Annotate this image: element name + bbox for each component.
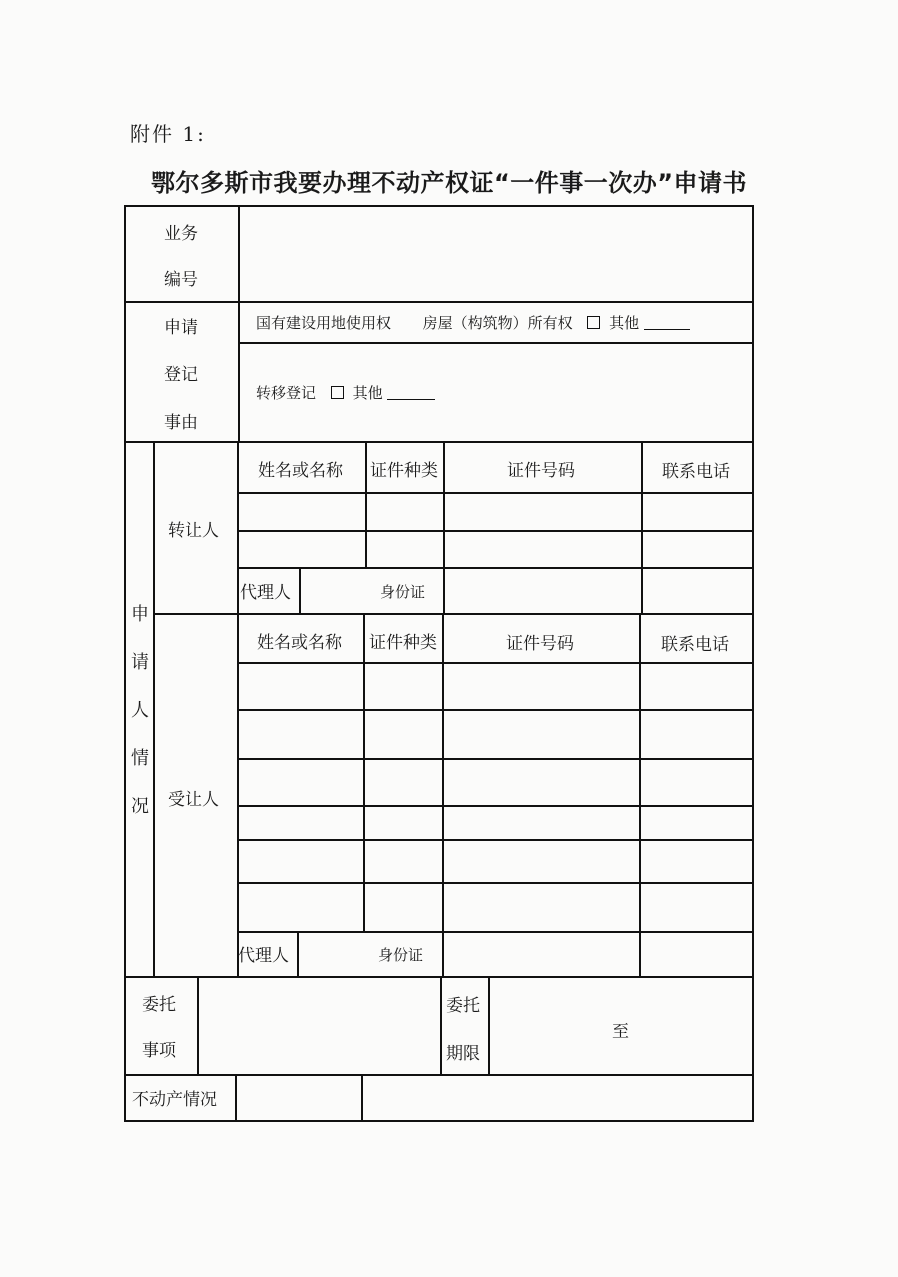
attachment-label: 附件 1: — [130, 122, 206, 146]
entrust-period-label-1: 委托 — [446, 996, 480, 1016]
transferor-col-id-no: 证件号码 — [507, 461, 575, 481]
transferee-id-card-label: 身份证 — [378, 946, 424, 964]
transferee-col-phone: 联系电话 — [661, 635, 729, 655]
registration-options-line — [256, 382, 435, 403]
other-rights-checkbox[interactable] — [587, 316, 600, 329]
other-registration-blank[interactable] — [387, 385, 435, 400]
other-rights-blank[interactable] — [644, 315, 690, 330]
rights-options-line — [256, 312, 690, 333]
option-state-land-use[interactable]: 国有建设用地使用权 — [256, 314, 392, 332]
option-other-rights: 其他 — [609, 314, 640, 332]
applicant-section-label: 申 请 人 情 况 — [131, 604, 149, 817]
entrust-period-to: 至 — [612, 1022, 629, 1042]
reason-label-1: 申请 — [164, 318, 198, 338]
transferee-col-id-no: 证件号码 — [506, 634, 574, 654]
entrust-matters-label-2: 事项 — [142, 1041, 176, 1061]
business-no-label-1: 业务 — [164, 224, 198, 244]
transferor-col-name: 姓名或名称 — [258, 461, 343, 481]
transferor-col-id-type: 证件种类 — [370, 461, 438, 481]
reason-label-3: 事由 — [164, 413, 198, 433]
other-registration-checkbox[interactable] — [331, 386, 344, 399]
option-other-registration: 其他 — [352, 384, 383, 402]
option-house-ownership[interactable]: 房屋（构筑物）所有权 — [422, 314, 573, 332]
business-no-label-2: 编号 — [164, 270, 198, 290]
transferor-label: 转让人 — [168, 521, 219, 541]
transferee-agent-label: 代理人 — [238, 946, 289, 966]
application-form-table — [124, 205, 754, 1122]
form-title: 鄂尔多斯市我要办理不动产权证“一件事一次办”申请书 — [150, 169, 748, 197]
entrust-matters-label-1: 委托 — [142, 995, 176, 1015]
transferee-col-id-type: 证件种类 — [369, 633, 437, 653]
reason-label-2: 登记 — [164, 365, 198, 385]
transferor-agent-label: 代理人 — [240, 583, 291, 603]
transferor-id-card-label: 身份证 — [380, 583, 426, 601]
transferor-col-phone: 联系电话 — [662, 462, 730, 482]
transferee-col-name: 姓名或名称 — [257, 633, 342, 653]
property-info-label: 不动产情况 — [132, 1090, 217, 1110]
entrust-period-label-2: 期限 — [446, 1044, 480, 1064]
transferee-label: 受让人 — [168, 790, 219, 810]
option-transfer-registration[interactable]: 转移登记 — [256, 384, 317, 402]
